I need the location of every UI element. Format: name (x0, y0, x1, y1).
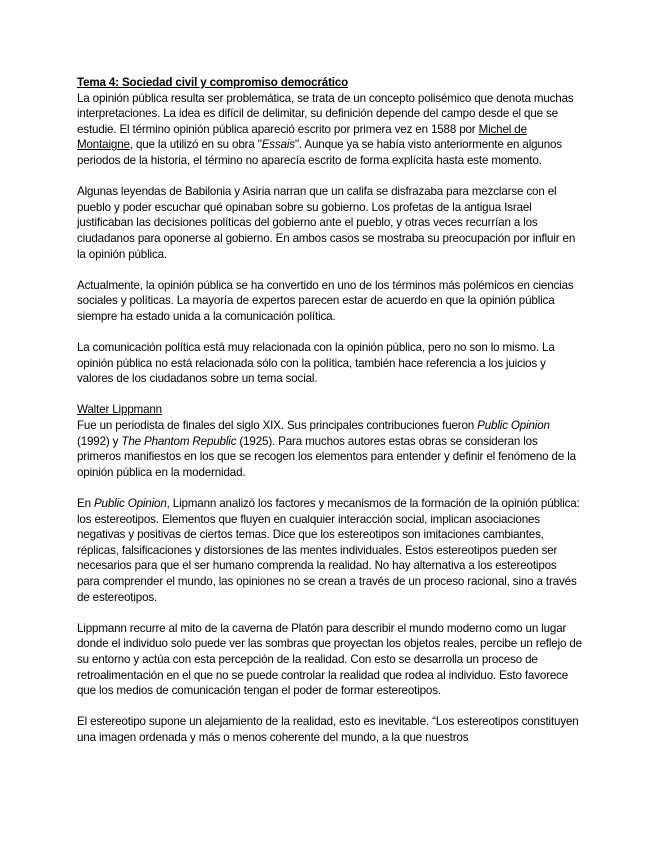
paragraph-5 (77, 418, 582, 480)
work-title-public-opinion: Public Opinion (477, 419, 550, 433)
paragraph-1-text-a: La opinión pública resulta ser problemática, se trata de un concepto polisémico que denota muchas interpretaciones. La idea es difícil de delimitar, su definición depende del campo desde el que se estudie. El término opinión pública apareció escrito por primera vez en 1588 por (77, 91, 574, 136)
paragraph-6-text-a: En (77, 497, 94, 511)
paragraph-1 (77, 91, 582, 169)
work-title-public-opinion-2: Public Opinion (93, 497, 167, 511)
paragraph-8: El estereotipo supone un alejamiento de la realidad, esto es inevitable. “Los estereotipos constituyen una imagen ordenada y más o menos coherente del mundo, a la que nuestros (77, 715, 579, 744)
paragraph-2: Algunas leyendas de Babilonia y Asiria narran que un califa se disfrazaba para mezclarse con el pueblo y poder escuchar qué opinaban sobre su gobierno. Los profetas de la antigua Israel justificaban las decisiones políticas del gobierno ante el pueblo, y otras veces recurrían a los ciudadanos para oponerse al gobierno. En ambos casos se mostraba su preocupación por influir en la opinión pública. (77, 185, 576, 261)
paragraph-6-text-b: , Lipmann analizó los factores y mecanismos de la formación de la opinión pública: los estereotipos. Elementos que fluyen en cualquier interacción social, implican asociaciones negativas y positivas de ciertos temas. Dice que los estereotipos son imitaciones cambiantes, réplicas, falsificaciones y distorsiones de las mentes individuales. Estos estereotipos pueden ser necesarios para que el ser humano comprenda la realidad. No hay alternativa a los estereotipos para comprender el mundo, las opiniones no se crean a través de un proceso racional, sino a través de estereotipos. (77, 497, 580, 604)
paragraph-4: La comunicación política está muy relacionada con la opinión pública, pero no son lo mismo. La opinión pública no está relacionada sólo con la política, también hace referencia a los juicios y valores de los ciudadanos sobre un tema social. (77, 341, 555, 386)
paragraph-1-text-c: ". Aunque ya se había visto anteriormente en algunos periodos de la historia, el término no aparecía escrito de forma explícita hasta este momento. (77, 138, 562, 167)
work-title-phantom-republic: The Phantom Republic (121, 434, 237, 448)
subheading-lippmann: Walter Lippmann (77, 403, 162, 417)
section-heading: Tema 4: Sociedad civil y compromiso democrático (77, 76, 349, 89)
paragraph-6 (77, 496, 582, 605)
paragraph-7: Lippmann recurre al mito de la caverna de Platón para describir el mundo moderno como un lugar donde el individuo solo puede ver las sombras que proyectan los objetos reales, percibe un reflejo de su entorno y actúa con esta percepción de la realidad. Con esto se desarrolla un proceso de retroalimentación en el que no se puede controlar la realidad que rodea al individuo. Esto favorece que los medios de comunicación tengan el poder de formar estereotipos. (77, 621, 582, 698)
paragraph-5-text-c: (1925). Para muchos autores estas obras se consideran los primeros manifiestos en los que se recogen los elementos para entender y definir el fenómeno de la opinión pública en la modernidad. (77, 434, 576, 479)
paragraph-3: Actualmente, la opinión pública se ha convertido en uno de los términos más polémicos en ciencias sociales y políticas. La mayoría de expertos parecen estar de acuerdo en que la opinión pública siempre ha estado unida a la comunicación política. (77, 278, 574, 323)
work-title-essais: Essais (261, 138, 295, 152)
paragraph-1-text-b: , que la utilizó en su obra " (129, 138, 262, 152)
document-body (77, 75, 582, 746)
paragraph-5-text-a: Fue un periodista de finales del siglo XIX. Sus principales contribuciones fueron (77, 419, 478, 433)
author-link-montaigne[interactable]: Michel de Montaigne (77, 122, 527, 152)
paragraph-5-text-b: (1992) y (77, 434, 122, 448)
